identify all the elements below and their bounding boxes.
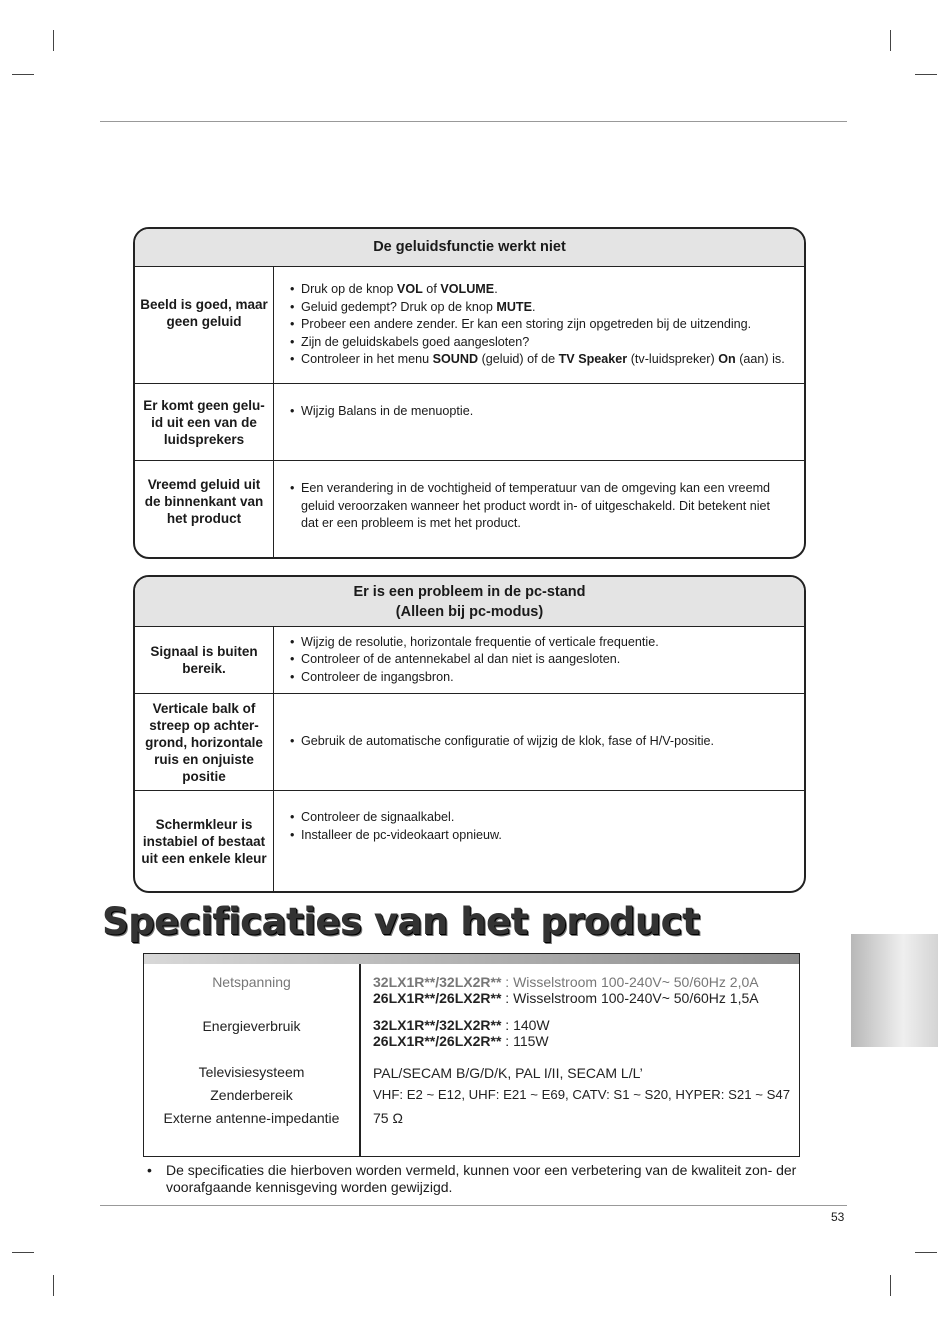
spec-value: : Wisselstroom 100-240V~ 50/60Hz 2,0A xyxy=(505,974,759,990)
spec-value: : Wisselstroom 100-240V~ 50/60Hz 1,5A xyxy=(505,990,759,1006)
crop-mark xyxy=(915,1252,937,1253)
crop-mark xyxy=(890,1275,891,1296)
problem-label: Beeld is goed, maar geen geluid xyxy=(135,267,274,383)
solution-item: • Controleer of de antennekabel al dan niet is aangesloten. xyxy=(290,651,790,669)
crop-mark xyxy=(53,30,54,51)
solution-item: • Druk op de knop VOL of VOLUME. xyxy=(290,281,790,299)
spec-value-netspanning xyxy=(373,974,759,1006)
specs-table xyxy=(143,953,800,1157)
solution-item: • Controleer in het menu SOUND (geluid) of de TV Speaker (tv-luidspreker) On (aan) is. xyxy=(290,351,790,369)
specs-table-header-bar xyxy=(144,954,799,964)
pc-table-title xyxy=(135,577,804,627)
problem-label: Verticale balk of streep op achter- grond, horizontale ruis en onjuiste positie xyxy=(135,694,274,790)
solution-item: • Wijzig Balans in de menuoptie. xyxy=(290,403,790,421)
solution-list xyxy=(274,627,804,693)
spec-value: : 140W xyxy=(505,1017,550,1033)
solution-item: • Zijn de geluidskabels goed aangesloten? xyxy=(290,334,790,352)
solution-item: • Een verandering in de vochtigheid of temperatuur van de omgeving kan een vreemd geluid veroorzaken wanneer het product wordt in- of uitgeschakeld. Dit betekent niet dat er een probleem is met het product. xyxy=(290,480,790,533)
solution-list xyxy=(274,791,804,891)
spec-label-antenne: Externe antenne-impedantie xyxy=(163,1110,340,1126)
solution-item: • Installeer de pc-videokaart opnieuw. xyxy=(290,827,790,845)
pc-table-title-line1: Er is een probleem in de pc-stand xyxy=(353,584,586,600)
specs-heading: Specificaties van het product xyxy=(102,900,700,943)
specs-column-divider xyxy=(359,964,361,1156)
table-row xyxy=(135,790,804,891)
solution-list xyxy=(274,461,804,557)
footer-rule xyxy=(100,1205,847,1206)
table-row xyxy=(135,383,804,460)
crop-mark xyxy=(53,1275,54,1296)
solution-list xyxy=(274,267,804,383)
table-row xyxy=(135,267,804,383)
spec-label-tvsysteem: Televisiesysteem xyxy=(198,1064,305,1080)
solution-item: • Probeer een andere zender. Er kan een storing zijn opgetreden bij de uitzending. xyxy=(290,316,790,334)
footnote-bullet: • xyxy=(147,1162,152,1178)
solution-item: • Controleer de ingangsbron. xyxy=(290,669,790,687)
header-rule xyxy=(100,121,847,122)
problem-label: Er komt geen gelu- id uit een van de luidsprekers xyxy=(135,384,274,460)
footnote-text: De specificaties die hierboven worden vermeld, kunnen voor een verbetering van de kwaliteit zon- der voorafgaande kennisgeving worden gewijzigd. xyxy=(166,1162,797,1195)
solution-list xyxy=(274,384,804,460)
sound-troubleshoot-table xyxy=(133,227,806,559)
solution-list xyxy=(274,694,804,790)
solution-item: • Controleer de signaalkabel. xyxy=(290,809,790,827)
solution-item: • Wijzig de resolutie, horizontale frequentie of verticale frequentie. xyxy=(290,634,790,652)
crop-mark xyxy=(12,74,34,75)
problem-label: Vreemd geluid uit de binnenkant van het product xyxy=(135,461,274,557)
spec-model: 26LX1R**/26LX2R** xyxy=(373,990,502,1006)
table-row xyxy=(135,627,804,693)
table-row xyxy=(135,693,804,790)
pc-troubleshoot-table xyxy=(133,575,806,893)
spec-label-zenderbereik: Zenderbereik xyxy=(210,1087,293,1103)
spec-label-energie: Energieverbruik xyxy=(202,1018,301,1034)
spec-model: 32LX1R**/32LX2R** xyxy=(373,974,502,990)
crop-mark xyxy=(890,30,891,51)
solution-item: • Geluid gedempt? Druk op de knop MUTE. xyxy=(290,299,790,317)
spec-value: : 115W xyxy=(505,1033,549,1049)
sound-table-title: De geluidsfunctie werkt niet xyxy=(135,229,804,267)
pc-table-title-line2: (Alleen bij pc-modus) xyxy=(395,604,544,620)
problem-label: Schermkleur is instabiel of bestaat uit een enkele kleur xyxy=(135,791,274,891)
spec-model: 32LX1R**/32LX2R** xyxy=(373,1017,502,1033)
spec-value-zenderbereik: VHF: E2 ~ E12, UHF: E21 ~ E69, CATV: S1 ~ S20, HYPER: S21 ~ S47 xyxy=(373,1087,791,1102)
crop-mark xyxy=(12,1252,34,1253)
problem-label: Signaal is buiten bereik. xyxy=(135,627,274,693)
page-number: 53 xyxy=(831,1210,845,1224)
side-tab-gradient xyxy=(851,934,938,1047)
crop-mark xyxy=(915,74,937,75)
spec-value-antenne: 75 Ω xyxy=(373,1110,403,1126)
spec-value-tvsysteem: PAL/SECAM B/G/D/K, PAL I/II, SECAM L/L’ xyxy=(373,1065,643,1081)
solution-item: • Gebruik de automatische configuratie of wijzig de klok, fase of H/V-positie. xyxy=(290,733,724,751)
specs-footnote xyxy=(147,1162,807,1196)
spec-model: 26LX1R**/26LX2R** xyxy=(373,1033,502,1049)
spec-label-netspanning: Netspanning xyxy=(212,974,291,990)
table-row xyxy=(135,460,804,557)
spec-value-energie xyxy=(373,1017,550,1049)
